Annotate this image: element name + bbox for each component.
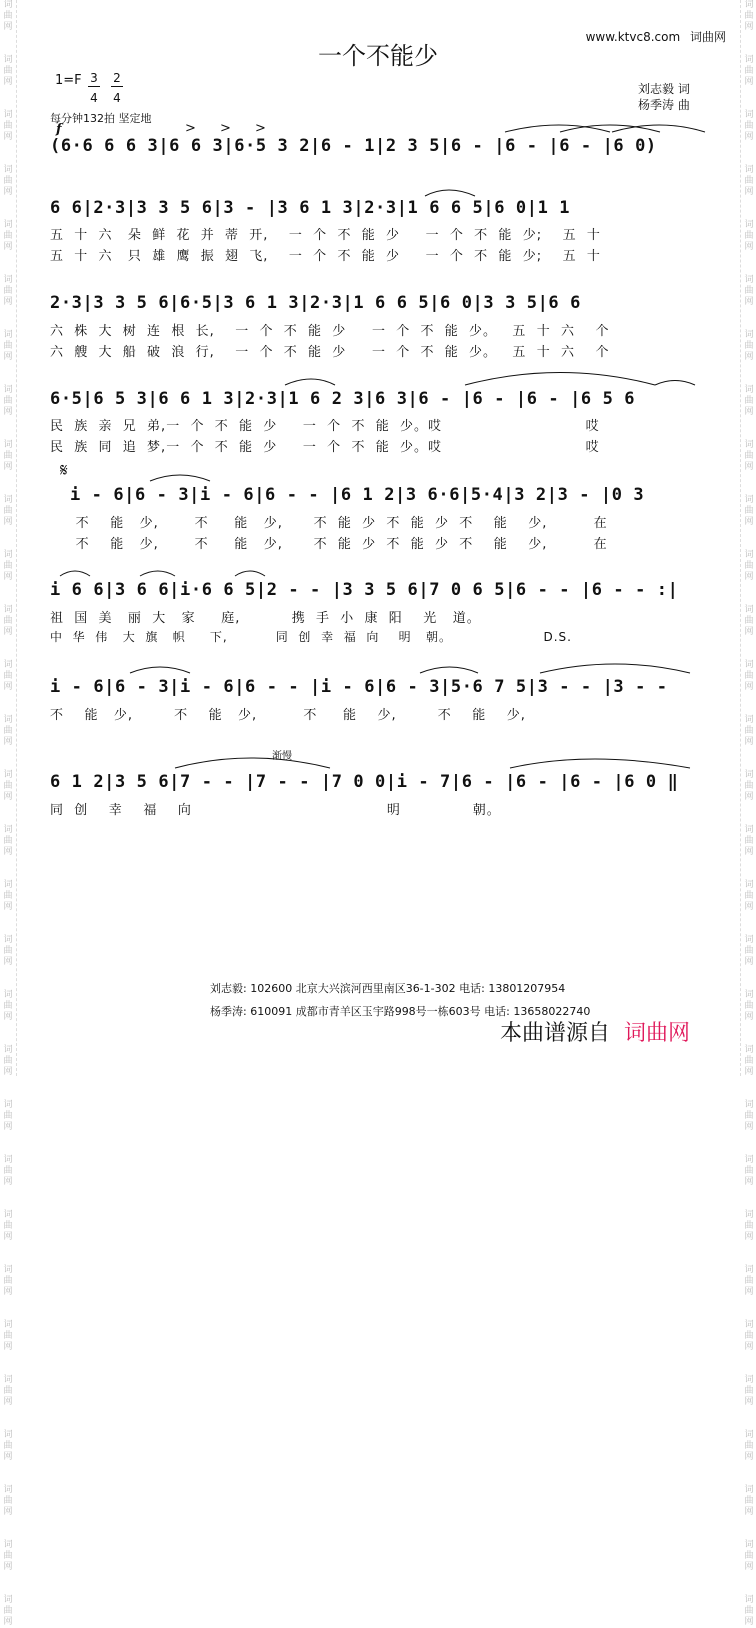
accent-marks: > > > <box>185 121 276 136</box>
time-sig-2-num: 2 <box>113 71 121 85</box>
dynamic-mark: f <box>56 122 62 137</box>
slur-s7 <box>130 667 190 673</box>
footer-line-2: 杨季涛: 610091 成都市青羊区玉宇路998号一栋603号 电话: 13658022740 <box>210 1005 591 1018</box>
system-1-notes: (6·6 6 6 3|6 6 3|6·5 3 2|6 - 1|2 3 5|6 - |6 - |6 - |6 0) <box>50 136 657 156</box>
footer-line-1: 刘志毅: 102600 北京大兴滨河西里南区36-1-302 电话: 13801207954 <box>210 982 566 995</box>
system-3-notes: 2·3|3 3 5 6|6·5|3 6 1 3|2·3|1 6 6 5|6 0|3 3 5|6 6 <box>50 293 581 313</box>
time-sig-1-den: 4 <box>90 91 98 105</box>
system-2-lyrics-2: 五 十 六 只 雄 鹰 振 翅 飞, 一 个 不 能 少 一 个 不 能 少; 五 十 <box>50 249 601 264</box>
left-watermark-strip: 词 曲 网 词 曲 网 词 曲 网 词 曲 网 词 曲 网 词 曲 网 词 曲 网 词 曲 网 词 曲 网 词 曲 网 词 曲 网 词 曲 网 词 曲 网 词 曲 网 词 曲 网 词 曲 网 词 曲 网 词 曲 网 词 曲 网 词 曲 网 词 曲 网 词 曲 网 词 曲 网 词 曲 网 词 曲 网 词 曲 网 词 曲 网 词 曲 网 词 曲 网 词 曲 网 <box>3 0 13 1627</box>
system-4-lyrics-2: 民 族 同 追 梦,一 个 不 能 少 一 个 不 能 少。哎 哎 <box>50 440 600 455</box>
lyricist-credit: 刘志毅 词 <box>638 82 690 96</box>
slur-s7c <box>540 664 690 673</box>
system-6-notes: i 6 6|3 6 6|i·6 6 5|2 - - |3 3 5 6|7 0 6 5|6 - - |6 - - :| <box>50 580 679 600</box>
slur-s6c <box>235 571 265 576</box>
ritardando-mark: 渐慢 <box>272 751 292 762</box>
key-label: 1=F <box>55 73 82 88</box>
system-3-lyrics-1: 六 株 大 树 连 根 长, 一 个 不 能 少 一 个 不 能 少。 五 十 六 个 <box>50 324 610 339</box>
slur-s6b <box>140 571 175 576</box>
song-title: 一个不能少 <box>318 42 438 70</box>
slur-s2 <box>425 190 475 196</box>
system-3-lyrics-2: 六 艘 大 船 破 浪 行, 一 个 不 能 少 一 个 不 能 少。 五 十 六 个 <box>50 345 610 360</box>
brand-left: 本曲谱源自 <box>500 1021 611 1046</box>
system-6-lyrics-2: 中 华 伟 大 旗 帜 下, 同 创 幸 福 向 明 朝。 D.S. <box>50 630 572 644</box>
system-5-notes: i - 6|6 - 3|i - 6|6 - - |6 1 2|3 6·6|5·4|3 2|3 - |0 3 <box>70 485 645 505</box>
slur-s8 <box>175 758 330 768</box>
time-sig-1-num: 3 <box>90 71 98 85</box>
tempo-marking: 每分钟132拍 坚定地 <box>50 112 152 125</box>
slur-s4c <box>655 381 695 386</box>
slur-s4 <box>285 379 335 385</box>
composer-credit: 杨季涛 曲 <box>638 98 690 112</box>
slur-s4b <box>465 373 655 386</box>
brand-banner[interactable] <box>500 1016 690 1047</box>
system-4-notes: 6·5|6 5 3|6 6 1 3|2·3|1 6 2 3|6 3|6 - |6 - |6 - |6 5 6 <box>50 389 636 409</box>
system-8-lyrics-1: 同 创 幸 福 向 明 朝。 <box>50 803 501 818</box>
slur-s5 <box>150 475 210 481</box>
slur-s8b <box>510 759 690 768</box>
site-name-text[interactable]: 词曲网 <box>689 30 726 44</box>
system-5-lyrics-2: 不 能 少, 不 能 少, 不 能 少 不 能 少 不 能 少, 在 <box>50 537 608 552</box>
system-7-notes: i - 6|6 - 3|i - 6|6 - - |i - 6|6 - 3|5·6 7 5|3 - - |3 - - <box>50 677 668 697</box>
slur-s7b <box>420 667 478 673</box>
system-2-notes: 6 6|2·3|3 3 5 6|3 - |3 6 1 3|2·3|1 6 6 5|6 0|1 1 <box>50 198 571 218</box>
right-watermark-strip: 词 曲 网 词 曲 网 词 曲 网 词 曲 网 词 曲 网 词 曲 网 词 曲 网 词 曲 网 词 曲 网 词 曲 网 词 曲 网 词 曲 网 词 曲 网 词 曲 网 词 曲 网 词 曲 网 词 曲 网 词 曲 网 词 曲 网 词 曲 网 词 曲 网 词 曲 网 词 曲 网 词 曲 网 词 曲 网 词 曲 网 词 曲 网 词 曲 网 词 曲 网 词 曲 网 <box>744 0 754 1627</box>
slur-s6 <box>60 571 90 576</box>
system-7-lyrics-1: 不 能 少, 不 能 少, 不 能 少, 不 能 少, <box>50 708 526 723</box>
site-url-text[interactable]: www.ktvc8.com <box>585 30 681 44</box>
system-8-notes: 6 1 2|3 5 6|7 - - |7 - - |7 0 0|i - 7|6 - |6 - |6 - |6 0 ‖ <box>50 772 679 792</box>
system-6-lyrics-1: 祖 国 美 丽 大 家 庭, 携 手 小 康 阳 光 道。 <box>50 611 481 626</box>
brand-right[interactable]: 词曲网 <box>624 1021 691 1046</box>
time-sig-2-den: 4 <box>113 91 121 105</box>
segno-mark: 𝄋 <box>60 460 68 481</box>
system-5-lyrics-1: 不 能 少, 不 能 少, 不 能 少 不 能 少 不 能 少, 在 <box>50 516 608 531</box>
system-4-lyrics-1: 民 族 亲 兄 弟,一 个 不 能 少 一 个 不 能 少。哎 哎 <box>50 419 600 434</box>
system-2-lyrics-1: 五 十 六 朵 鲜 花 并 蒂 开, 一 个 不 能 少 一 个 不 能 少; 五 十 <box>50 228 601 243</box>
